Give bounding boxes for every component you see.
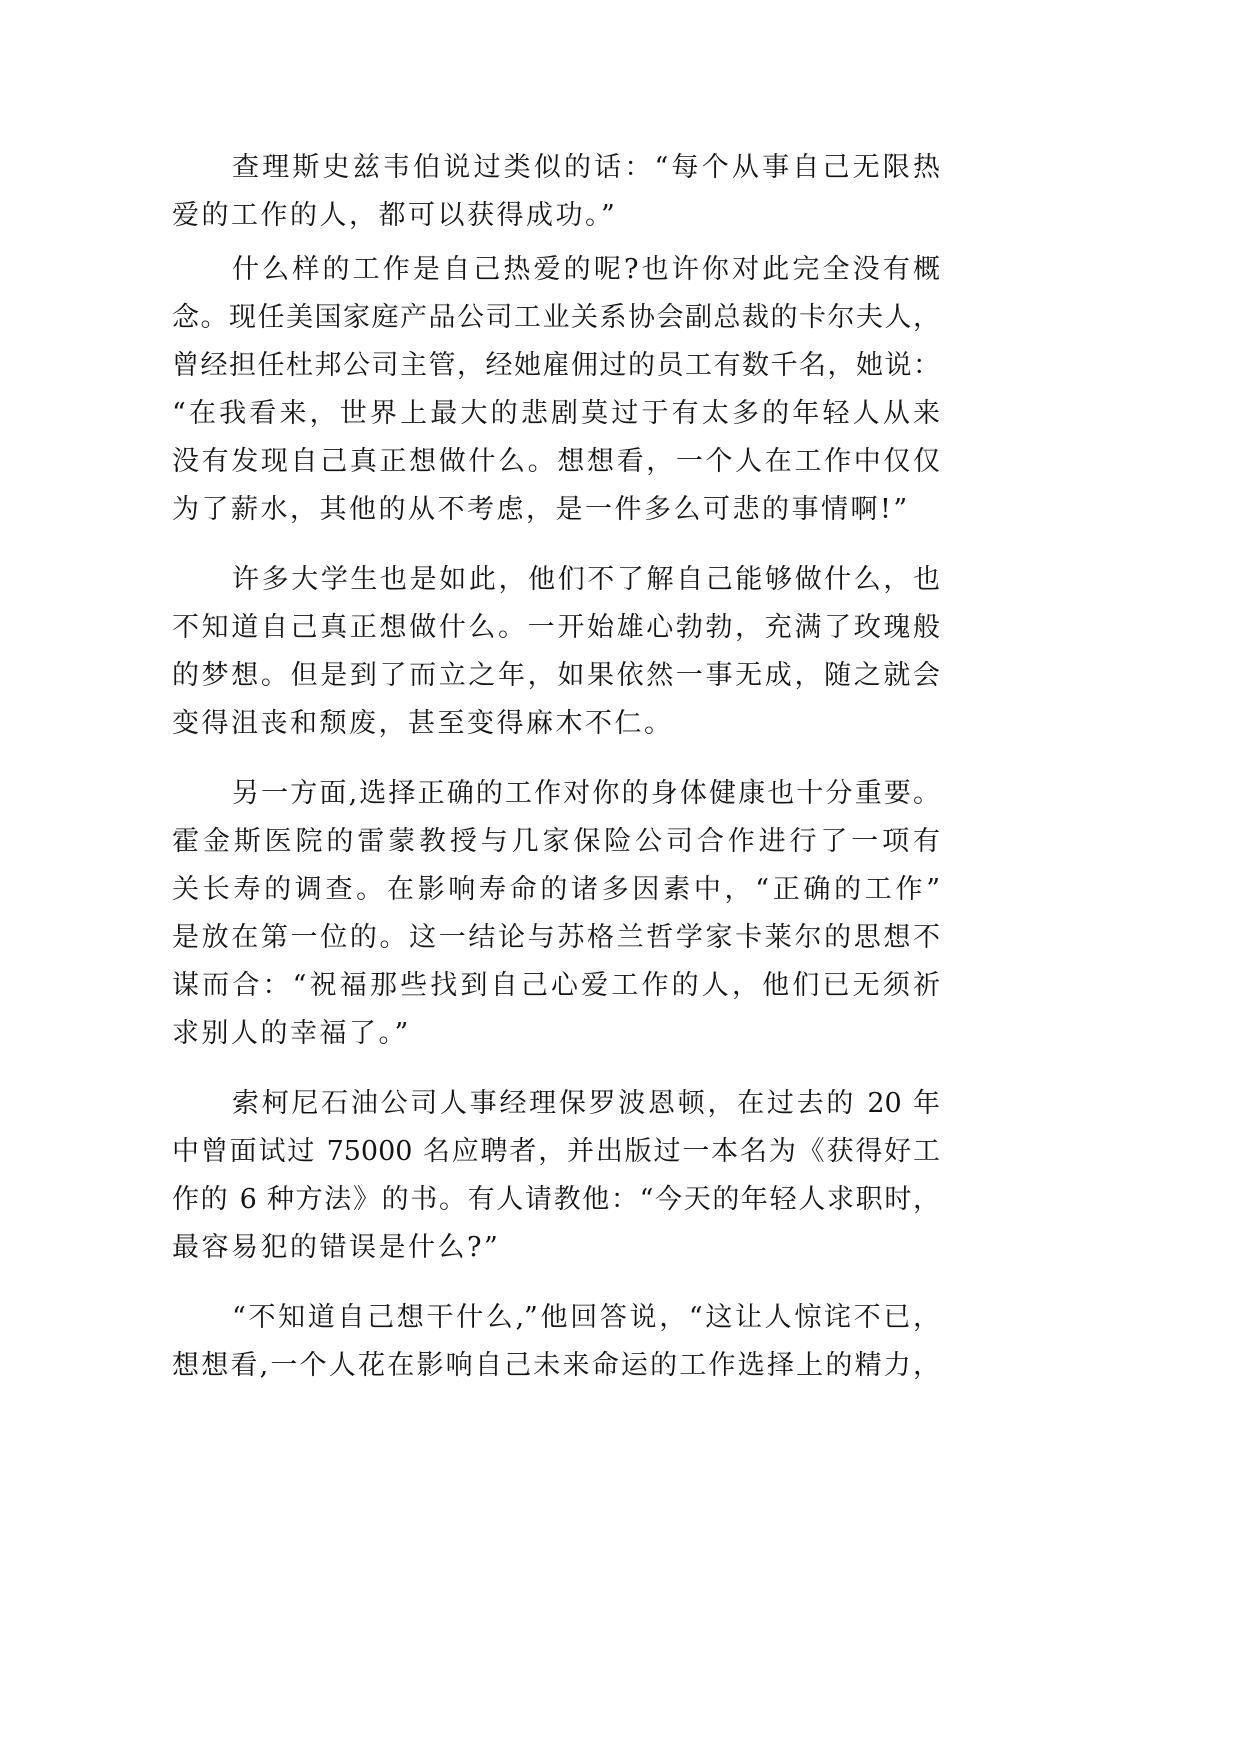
text-line: 想想看,一个人花在影响自己未来命运的工作选择上的精力，	[172, 1350, 940, 1381]
paragraph	[172, 770, 940, 1058]
paragraph	[172, 144, 940, 240]
text-line: 曾经担任杜邦公司主管，经她雇佣过的员工有数千名，她说：	[172, 350, 940, 381]
text-line: 不知道自己真正想做什么。一开始雄心勃勃，充满了玫瑰般	[172, 612, 940, 643]
text-line: 的梦想。但是到了而立之年，如果依然一事无成，随之就会	[172, 660, 940, 691]
paragraph	[172, 556, 940, 748]
text-line: 为了薪水，其他的从不考虑，是一件多么可悲的事情啊!”	[172, 494, 910, 525]
text-line: 霍金斯医院的雷蒙教授与几家保险公司合作进行了一项有	[172, 826, 940, 857]
document-page	[172, 144, 940, 1390]
text-line: 索柯尼石油公司人事经理保罗波恩顿，在过去的 20 年	[232, 1088, 940, 1119]
text-line: 作的 6 种方法》的书。有人请教他：“今天的年轻人求职时，	[172, 1184, 940, 1215]
text-line: “在我看来，世界上最大的悲剧莫过于有太多的年轻人从来	[172, 398, 940, 429]
text-line: 谋而合：“祝福那些找到自己心爱工作的人，他们已无须祈	[172, 970, 940, 1001]
text-line: 许多大学生也是如此，他们不了解自己能够做什么，也	[232, 564, 940, 595]
text-line: 查理斯史兹韦伯说过类似的话：“每个从事自己无限热	[232, 152, 940, 183]
text-line: 念。现任美国家庭产品公司工业关系协会副总裁的卡尔夫人，	[172, 302, 940, 333]
text-line: 变得沮丧和颓废，甚至变得麻木不仁。	[172, 708, 674, 739]
paragraph	[172, 1294, 940, 1390]
text-line: 关长寿的调查。在影响寿命的诸多因素中，“正确的工作”	[172, 874, 940, 905]
text-line: 求别人的幸福了。”	[172, 1018, 411, 1049]
text-line: 什么样的工作是自己热爱的呢?也许你对此完全没有概	[232, 254, 940, 285]
text-line: 最容易犯的错误是什么?”	[172, 1232, 501, 1263]
text-line: 是放在第一位的。这一结论与苏格兰哲学家卡莱尔的思想不	[172, 922, 940, 953]
text-line: 没有发现自己真正想做什么。想想看，一个人在工作中仅仅	[172, 446, 940, 477]
paragraph	[172, 246, 940, 534]
paragraph	[172, 1080, 940, 1272]
text-line: 另一方面,选择正确的工作对你的身体健康也十分重要。	[232, 778, 940, 809]
text-line: 爱的工作的人，都可以获得成功。”	[172, 200, 618, 231]
text-line: “不知道自己想干什么,”他回答说，“这让人惊诧不已，	[232, 1302, 940, 1333]
text-line: 中曾面试过 75000 名应聘者，并出版过一本名为《获得好工	[172, 1136, 940, 1167]
